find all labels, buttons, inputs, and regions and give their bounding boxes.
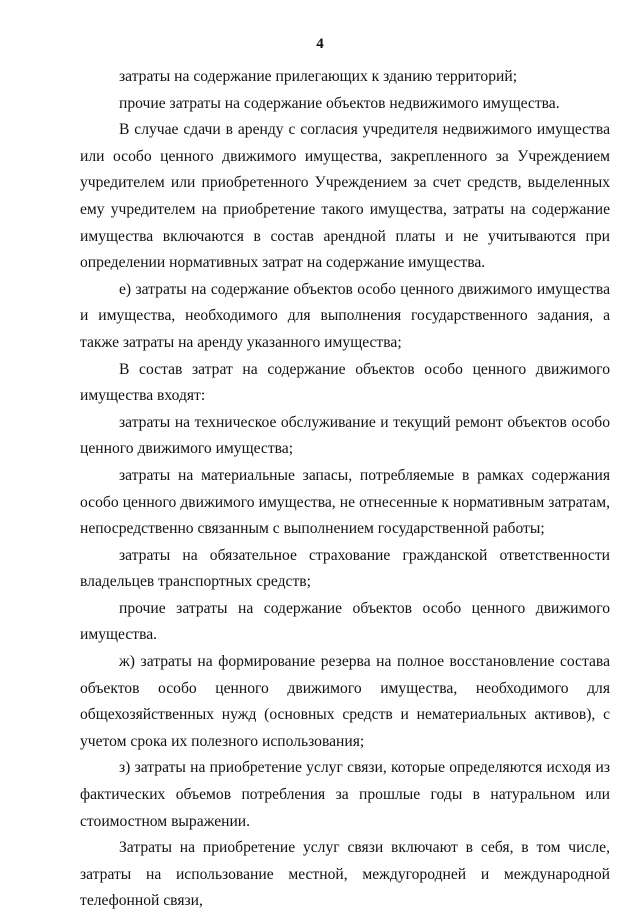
paragraph-4: е) затраты на содержание объектов особо ценного движимого имущества и имущества, необходимого для выполнения государственного задания, а также затраты на аренду указанного имущества; <box>80 280 610 351</box>
paragraph-1: затраты на содержание прилегающих к зданию территорий; <box>119 68 518 85</box>
page-number: 4 <box>316 36 324 52</box>
paragraph-10: ж) затраты на формирование резерва на полное восстановление состава объектов особо ценного движимого имущества, необходимого для общехозяйственных нужд (основных средств и нематериальных активов), с учетом срока их полезного использования; <box>80 653 610 750</box>
paragraph-2: прочие затраты на содержание объектов недвижимого имущества. <box>119 94 560 112</box>
document-body <box>80 64 610 915</box>
paragraph-5: В состав затрат на содержание объектов особо ценного движимого имущества входят: <box>80 360 610 405</box>
paragraph-9: прочие затраты на содержание объектов особо ценного движимого имущества. <box>80 599 610 644</box>
paragraph-6: затраты на техническое обслуживание и текущий ремонт объектов особо ценного движимого имущества; <box>80 413 610 458</box>
paragraph-3: В случае сдачи в аренду с согласия учредителя недвижимого имущества или особо ценного движимого имущества, закрепленного за Учреждением учредителем или приобретенного Учреждением за счет средств, выделенных ему учредителем на приобретение такого имущества, затраты на содержание имущества включаются в состав арендной платы и не учитываются при определении нормативных затрат на содержание имущества. <box>80 121 610 272</box>
paragraph-11: з) затраты на приобретение услуг связи, которые определяются исходя из фактических объемов потребления за прошлые годы в натуральном или стоимостном выражении. <box>80 759 610 830</box>
paragraph-8: затраты на обязательное страхование гражданской ответственности владельцев транспортных средств; <box>80 546 610 591</box>
paragraph-12: Затраты на приобретение услуг связи включают в себя, в том числе, затраты на использование местной, междугородней и международной телефонной связи, <box>80 839 610 910</box>
paragraph-7: затраты на материальные запасы, потребляемые в рамках содержания особо ценного движимого имущества, не отнесенные к нормативным затратам, непосредственно связанным с выполнением государственной работы; <box>80 466 610 538</box>
